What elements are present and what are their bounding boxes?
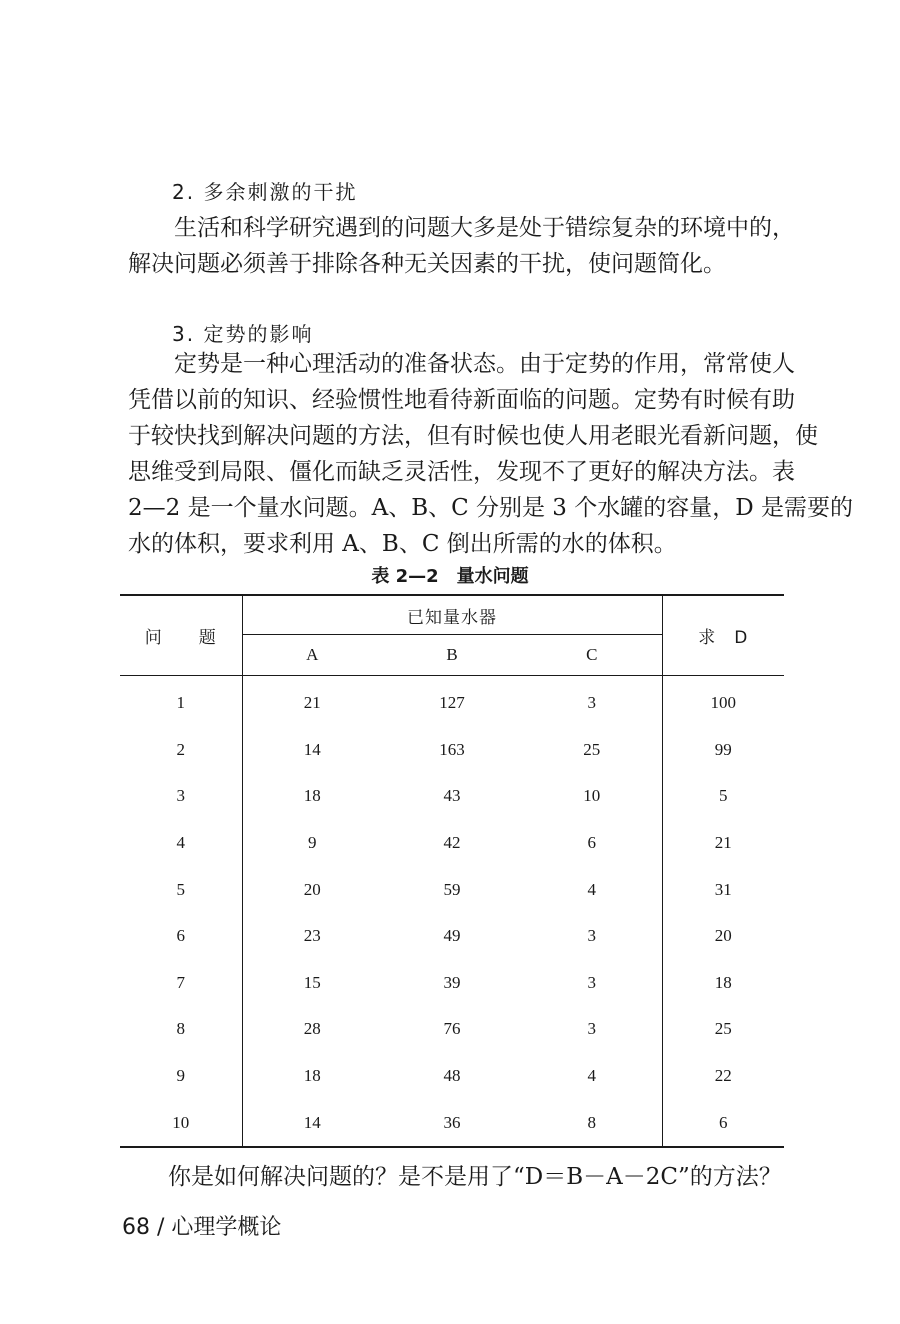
cell-a: 28 (303, 1019, 321, 1039)
closing-question: 你是如何解决问题的？是不是用了“D＝B－A－2C”的方法？ (168, 1164, 782, 1190)
cell-b: 48 (443, 1066, 461, 1086)
cell-b: 76 (443, 1019, 461, 1039)
cell-b: 163 (439, 739, 465, 759)
cell-b: 43 (443, 786, 461, 806)
header-a: A (242, 635, 382, 676)
cell-d: 25 (714, 1019, 732, 1039)
section-3-heading: 3. 定势的影响 (172, 322, 314, 346)
cell-b: 36 (382, 1099, 522, 1147)
cell-c: 3 (522, 676, 662, 727)
cell-c: 10 (522, 773, 662, 820)
header-target-d: 求 D (662, 595, 784, 676)
cell-d: 99 (714, 739, 732, 759)
cell-c: 3 (522, 960, 662, 1007)
cell-c: 4 (522, 866, 662, 913)
table-row (120, 773, 784, 820)
cell-a: 18 (303, 786, 321, 806)
paragraph-line: 定势是一种心理活动的准备状态。由于定势的作用，常常使人 (174, 351, 795, 377)
paragraph-line: 凭借以前的知识、经验惯性地看待新面临的问题。定势有时候有助 (128, 387, 795, 413)
cell-problem: 1 (120, 676, 242, 727)
cell-d: 22 (714, 1066, 732, 1086)
cell-b: 42 (443, 833, 461, 853)
cell-c: 3 (522, 913, 662, 960)
table-row (120, 866, 784, 913)
cell-a: 14 (242, 1099, 382, 1147)
cell-c: 6 (522, 820, 662, 867)
cell-problem: 7 (120, 960, 242, 1007)
cell-b: 59 (443, 879, 461, 899)
cell-c: 25 (522, 727, 662, 774)
table-row (120, 1099, 784, 1147)
cell-d: 100 (710, 693, 736, 713)
header-c: C (522, 635, 662, 676)
cell-problem: 4 (120, 820, 242, 867)
table-row (120, 960, 784, 1007)
cell-d: 6 (662, 1099, 784, 1147)
section-2-heading: 2. 多余刺激的干扰 (172, 180, 358, 204)
cell-b: 127 (439, 693, 465, 713)
cell-problem: 6 (120, 913, 242, 960)
table-row (120, 676, 784, 727)
cell-problem: 10 (120, 1099, 242, 1147)
cell-problem: 8 (120, 1006, 242, 1053)
cell-b: 49 (443, 926, 461, 946)
water-jar-table (120, 594, 784, 1148)
table-row (120, 1006, 784, 1053)
table-row (120, 727, 784, 774)
cell-problem: 5 (120, 866, 242, 913)
cell-b: 39 (443, 972, 461, 992)
cell-a: 20 (303, 879, 321, 899)
paragraph-line: 水的体积，要求利用 A、B、C 倒出所需的水的体积。 (128, 531, 677, 557)
paragraph-line: 思维受到局限、僵化而缺乏灵活性，发现不了更好的解决方法。表 (128, 459, 795, 485)
table-row (120, 913, 784, 960)
cell-a: 18 (303, 1066, 321, 1086)
header-problem: 问 题 (120, 595, 242, 676)
paragraph-line: 2—2 是一个量水问题。A、B、C 分别是 3 个水罐的容量，D 是需要的 (128, 495, 854, 521)
table-row (120, 820, 784, 867)
paragraph-line: 于较快找到解决问题的方法，但有时候也使人用老眼光看新问题，使 (128, 423, 818, 449)
table-row (120, 1053, 784, 1100)
cell-problem: 3 (120, 773, 242, 820)
cell-problem: 2 (120, 727, 242, 774)
cell-a: 21 (303, 693, 321, 713)
header-b: B (382, 635, 522, 676)
cell-a: 14 (303, 739, 321, 759)
cell-d: 18 (714, 972, 732, 992)
table-caption: 表 2—2 量水问题 (371, 566, 529, 587)
cell-d: 21 (714, 833, 732, 853)
section-3-paragraph (128, 346, 854, 562)
cell-c: 8 (522, 1099, 662, 1147)
cell-a: 23 (303, 926, 321, 946)
cell-a: 9 (308, 833, 317, 853)
page-footer: 68 / 心理学概论 (122, 1215, 282, 1240)
paragraph-line: 生活和科学研究遇到的问题大多是处于错综复杂的环境中的， (174, 215, 795, 241)
cell-problem: 9 (120, 1053, 242, 1100)
cell-c: 3 (522, 1006, 662, 1053)
cell-c: 4 (522, 1053, 662, 1100)
cell-a: 15 (303, 972, 321, 992)
paragraph-line: 解决问题必须善于排除各种无关因素的干扰，使问题简化。 (128, 251, 726, 277)
cell-d: 20 (714, 926, 732, 946)
section-2-paragraph (128, 210, 795, 282)
header-known-jars: 已知量水器 (242, 595, 662, 635)
cell-d: 31 (714, 879, 732, 899)
cell-d: 5 (719, 786, 728, 806)
